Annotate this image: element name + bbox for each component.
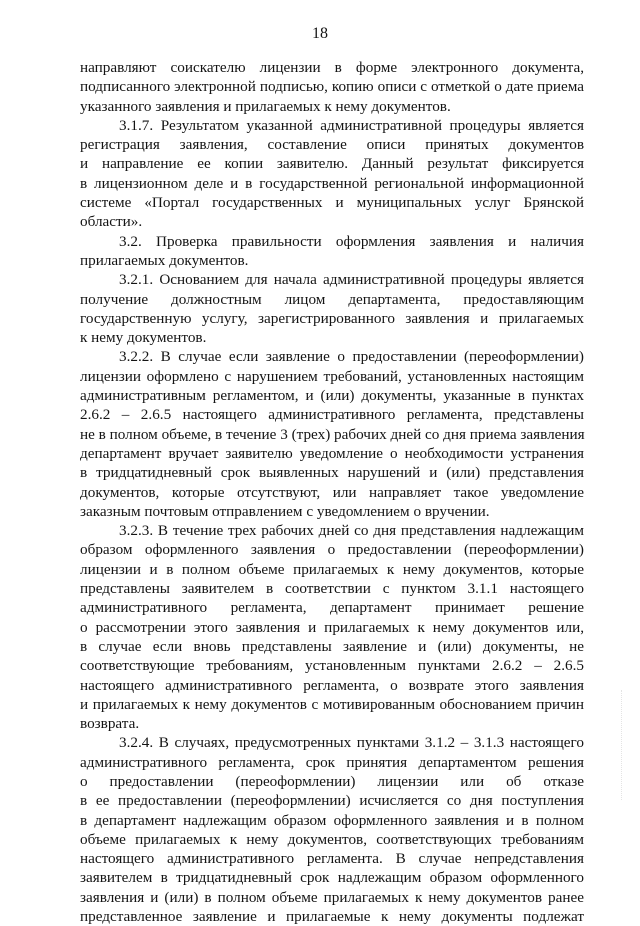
text-line: системе «Портал государственных и муниципальных услуг Брянской [80,194,584,212]
text-line: в случае если вновь представлены заявление и (или) документы, не [80,637,584,655]
text-line: направляют соискателю лицензии в форме электронного документа, [80,59,584,76]
text-line: о предоставлении (переоформлении) лицензии или об отказе [80,772,584,790]
text-line: 3.2.3. В течение трех рабочих дней со дня представления надлежащим [119,522,584,540]
text-line: в лицензионном деле и в государственной региональной информационной [80,174,584,192]
scan-artifact [617,690,622,800]
text-line: административного регламента, срок принятия департаментом решения [80,753,584,771]
text-line: к нему документов. [80,329,207,347]
text-line: 3.2.2. В случае если заявление о предоставлении (переоформлении) [119,348,584,366]
text-line: департамент вручает заявителю уведомление о необходимости устранения [80,444,584,462]
text-line: возврата. [80,715,140,733]
text-line: настоящего административного регламента, о возврате этого заявления [80,676,584,694]
text-line: не в полном объеме, в течение 3 (трех) рабочих дней со дня приема заявления [80,425,585,443]
text-line: государственную услугу, зарегистрированного заявления и прилагаемых [80,309,584,327]
text-line: образом оформленного заявления о предоставлении (переоформлении) [80,541,584,559]
text-line: 3.2.1. Основанием для начала административной процедуры является [119,271,584,289]
text-line: в ее предоставлении (переоформлении) исчисляется со дня поступления [80,792,584,810]
text-line: заказным почтовым отправлением с уведомлением о вручении. [80,502,490,520]
text-line: и направление ее копии заявителю. Данный результат фиксируется [80,155,584,173]
text-line: лицензии и в полном объеме прилагаемых к нему документов, которые [80,560,584,578]
text-line: о рассмотрении этого заявления и прилагаемых к нему документов или, [80,618,584,636]
text-line: заявления и (или) в полном объеме прилагаемых к нему документов ранее [80,888,584,906]
text-line: документов, которые отсутствуют, или направляет такое уведомление [80,483,584,501]
text-line: получение должностным лицом департамента, предоставляющим [80,290,584,308]
text-line: лицензии оформлено с нарушением требований, установленных настоящим [80,367,584,385]
text-line: 3.1.7. Результатом указанной административной процедуры является [119,116,584,134]
text-line: объеме прилагаемых к нему документов, соответствующих требованиям [80,830,584,848]
text-line: указанного заявления и прилагаемых к нему документов. [80,97,451,115]
text-line: области». [80,213,143,231]
text-line: заявителем в тридцатидневный срок надлежащим образом оформленного [80,869,584,887]
text-line: подписанного электронной подписью, копию описи с отметкой о дате приема [80,78,584,96]
text-line: настоящего административного регламента. В случае непредставления [80,850,584,868]
text-line: и прилагаемых к нему документов с мотивированным обоснованием причин [80,695,584,713]
text-line: в тридцатидневный срок выявленных нарушений и (или) представления [80,464,584,482]
text-line: административным регламентом, и (или) документы, указанные в пунктах [80,387,584,405]
text-line: в департамент надлежащим образом оформленного заявления и в полном [80,811,584,829]
text-line: 3.2. Проверка правильности оформления заявления и наличия [119,232,584,250]
text-line: прилагаемых документов. [80,251,249,269]
text-line: 3.2.4. В случаях, предусмотренных пунктами 3.1.2 – 3.1.3 настоящего [119,734,584,752]
body-text [80,58,584,926]
text-line: 2.6.2 – 2.6.5 настоящего административного регламента, представлены [80,406,584,424]
text-line: представлены заявителем в соответствии с пунктом 3.1.1 настоящего [80,580,584,598]
text-line: соответствующие требованиям, установленным пунктами 2.6.2 – 2.6.5 [80,657,584,675]
text-line: регистрация заявления, составление описи принятых документов [80,136,584,154]
text-line: представленное заявление и прилагаемые к нему документы подлежат [80,908,584,926]
page-number: 18 [312,25,328,42]
text-line: административного регламента, департамент принимает решение [80,599,584,617]
